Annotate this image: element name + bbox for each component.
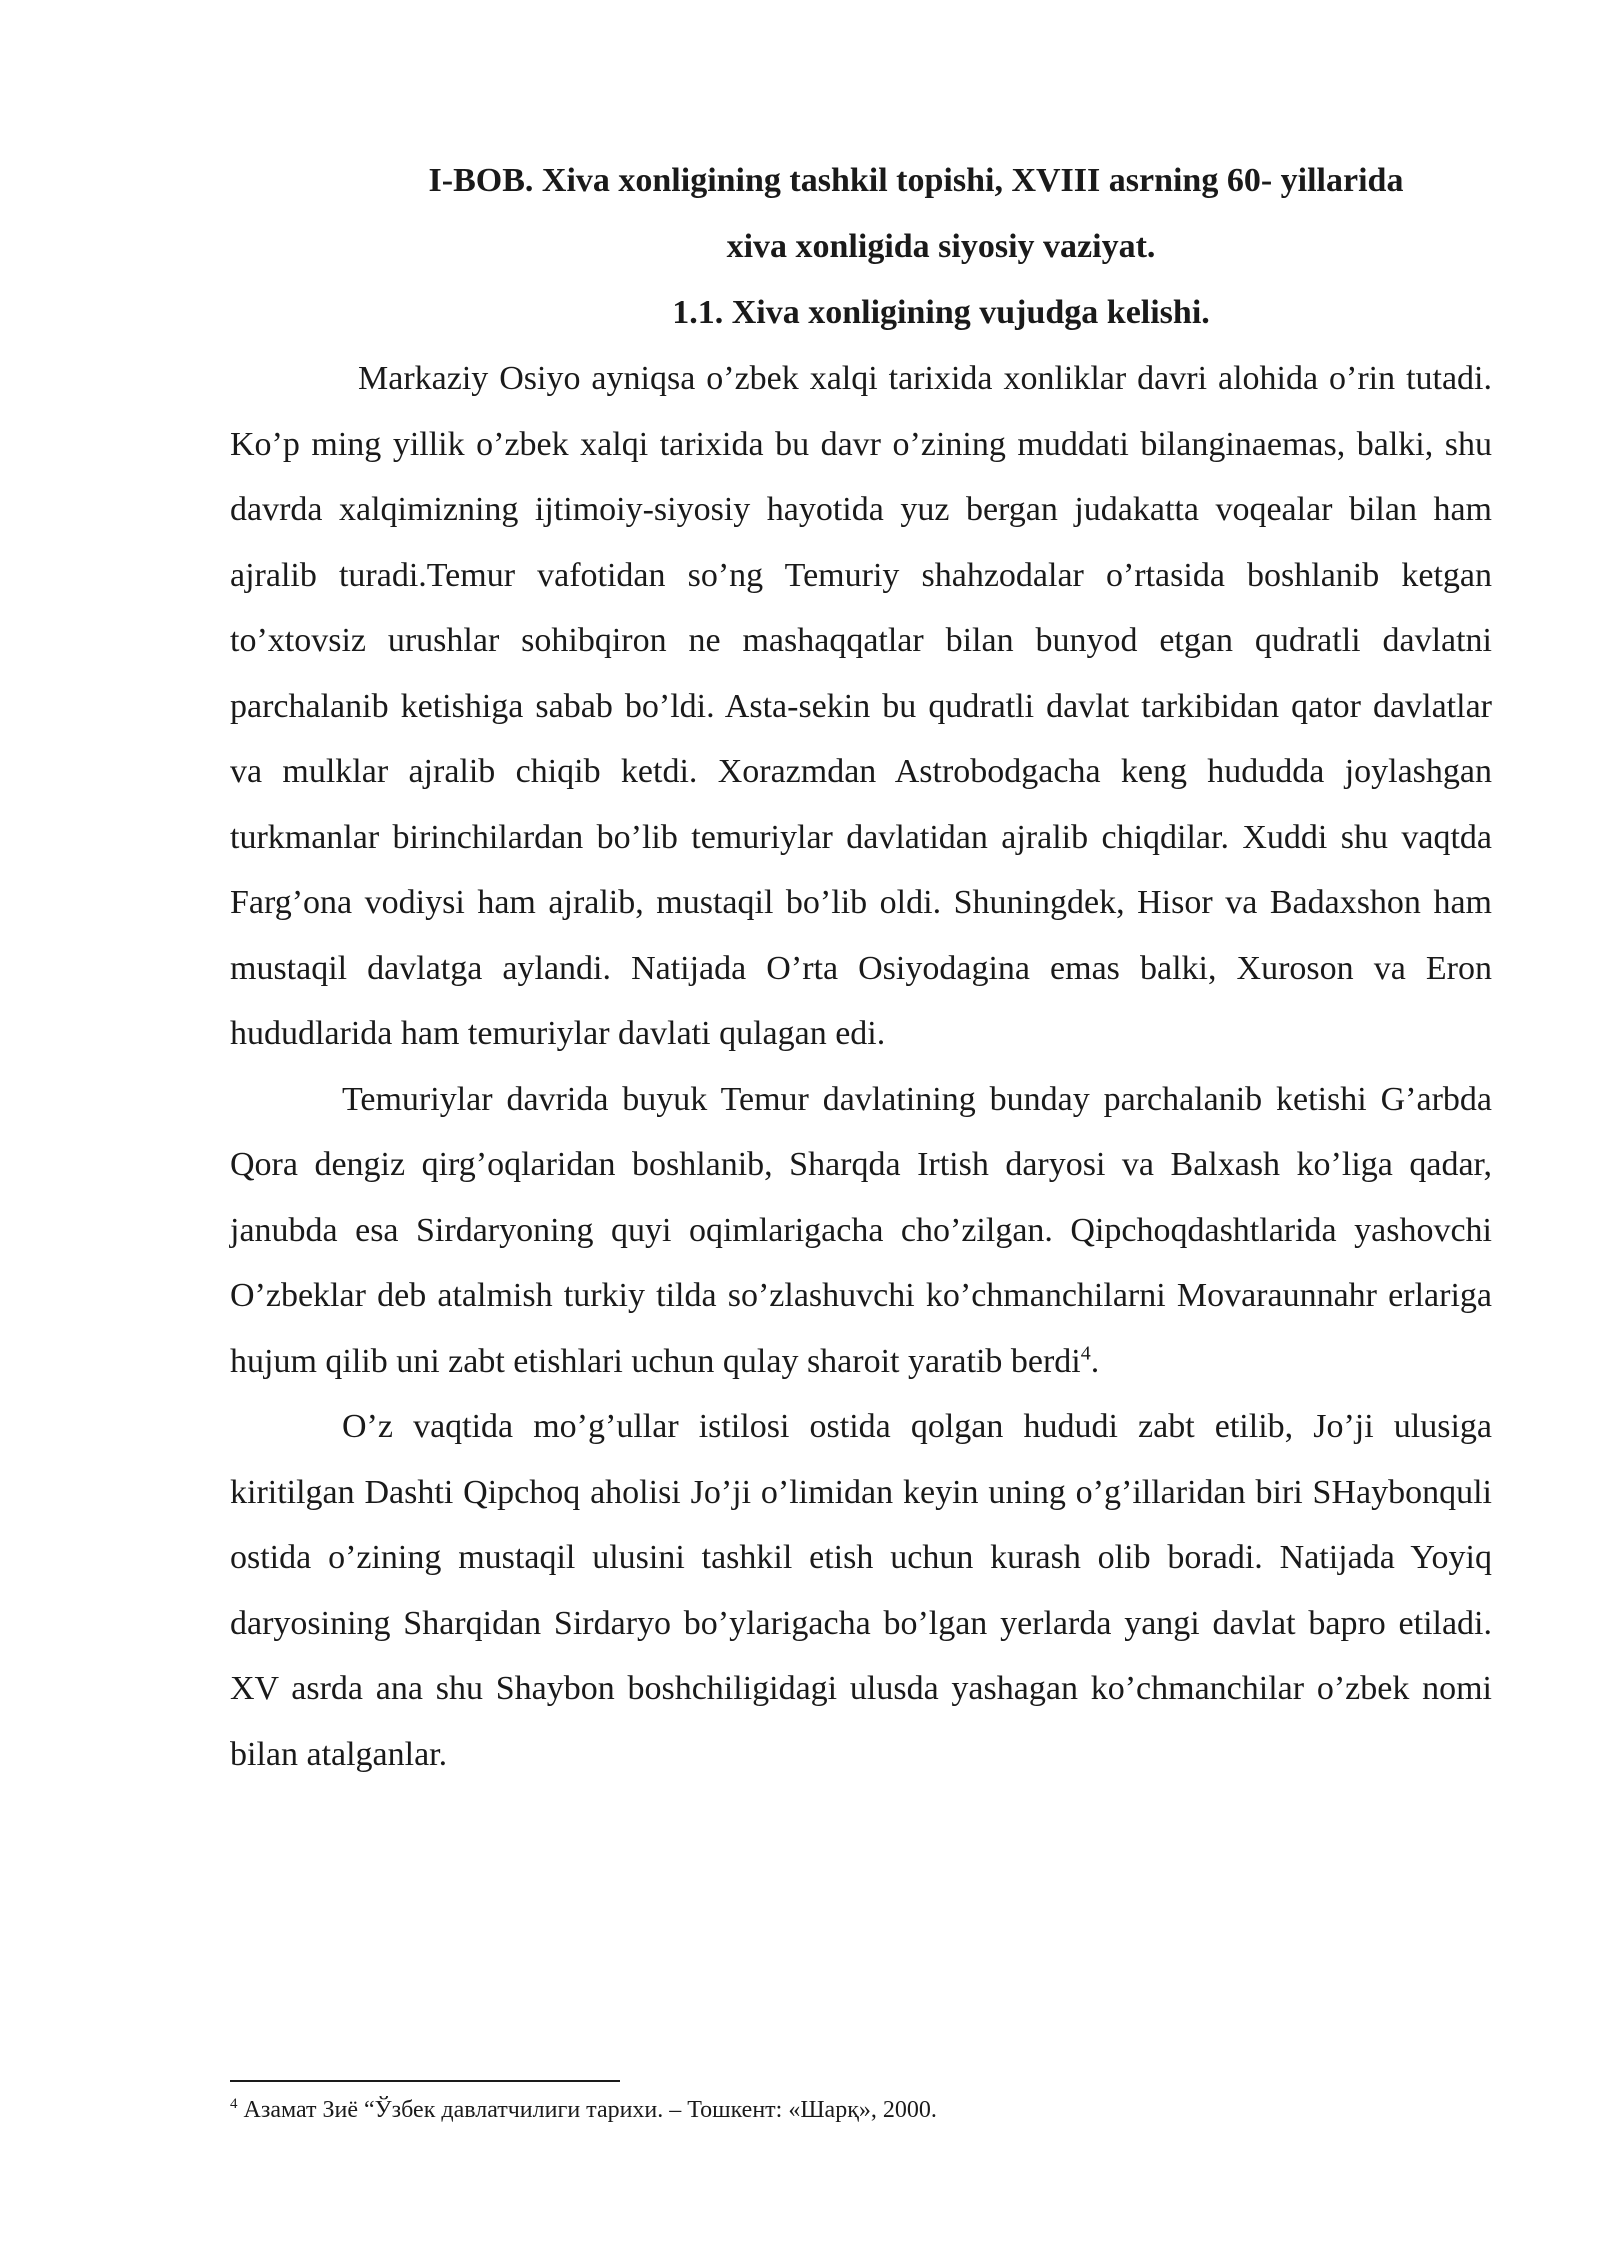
chapter-title-line-2: xiva xonligida siyosiy vaziyat. bbox=[726, 228, 1156, 265]
section-title: 1.1. Xiva xonligining vujudga kelishi. bbox=[672, 294, 1210, 331]
footnote-reference[interactable]: 4 bbox=[1080, 1342, 1091, 1365]
paragraph-2-end: . bbox=[1090, 1342, 1100, 1380]
footnote-separator bbox=[230, 2080, 620, 2082]
footnote-number: 4 bbox=[230, 2096, 238, 2112]
paragraph-1: Markaziy Osiyo ayniqsa o’zbek xalqi tarixida xonliklar davri alohida o’rin tutadi. Ko’p ming yillik o’zbek xalqi tarixida bu davr o’zining muddati bilanginaemas, balki, shu davrda xalqimizning ijtimoiy-siyosiy hayotida yuz bergan judakatta voqealar bilan ham ajralib turadi.Temur vafotidan so’ng Temuriy shahzodalar o’rtasida boshlanib ketgan to’xtovsiz urushlar sohibqiron ne mashaqqatlar bilan bunyod etgan qudratli davlatni parchalanib ketishiga sabab bo’ldi. Asta-sekin bu qudratli davlat tarkibidan qator davlatlar va mulklar ajralib chiqib ketdi. Xorazmdan Astrobodgacha keng hududda joylashgan turkmanlar birinchilardan bo’lib temuriylar davlatidan ajralib chiqdilar. Xuddi shu vaqtda Farg’ona vodiysi ham ajralib, mustaqil bo’lib oldi. Shuningdek, Hisor va Badaxshon ham mustaqil davlatga aylandi. Natijada O’rta Osiyodagina emas balki, Xuroson va Eron hududlarida ham temuriylar davlati qulagan edi. bbox=[230, 360, 1492, 1052]
footnote-text: Азамат Зиё “Ўзбек давлатчилиги тарихи. – Тошкент: «Шарқ», 2000. bbox=[237, 2097, 937, 2123]
page-content bbox=[230, 148, 1492, 1787]
paragraph-2-text: Temuriylar davrida buyuk Temur davlatining bunday parchalanib ketishi G’arbda Qora dengiz qirg’oqlaridan boshlanib, Sharqda Irtish daryosi va Balxash ko’liga qadar, janubda esa Sirdaryoning quyi oqimlarigacha cho’zilgan. Qipchoqdashtlarida yashovchi O’zbeklar deb atalmish turkiy tilda so’zlashuvchi ko’chmanchilarni Movaraunnahr erlariga hujum qilib uni zabt etishlari uchun qulay sharoit yaratib berdi bbox=[230, 1080, 1492, 1380]
paragraph-3: O’z vaqtida mo’g’ullar istilosi ostida qolgan hududi zabt etilib, Jo’ji ulusiga kiritilgan Dashti Qipchoq aholisi Jo’ji o’limidan keyin uning o’g’illaridan biri SHaybonquli ostida o’zining mustaqil ulusini tashkil etish uchun kurash olib boradi. Natijada Yoyiq daryosining Sharqidan Sirdaryo bo’ylarigacha bo’lgan yerlarda yangi davlat bapro etiladi. XV asrda ana shu Shaybon boshchiligidagi ulusda yashagan ko’chmanchilar o’zbek nomi bilan atalganlar. bbox=[230, 1408, 1492, 1773]
chapter-title-line-1: I-BOB. Xiva xonligining tashkil topishi, XVIII asrning 60- yillarida bbox=[428, 162, 1404, 199]
footnote bbox=[230, 2094, 1492, 2126]
paragraph-2 bbox=[230, 1067, 1492, 1395]
